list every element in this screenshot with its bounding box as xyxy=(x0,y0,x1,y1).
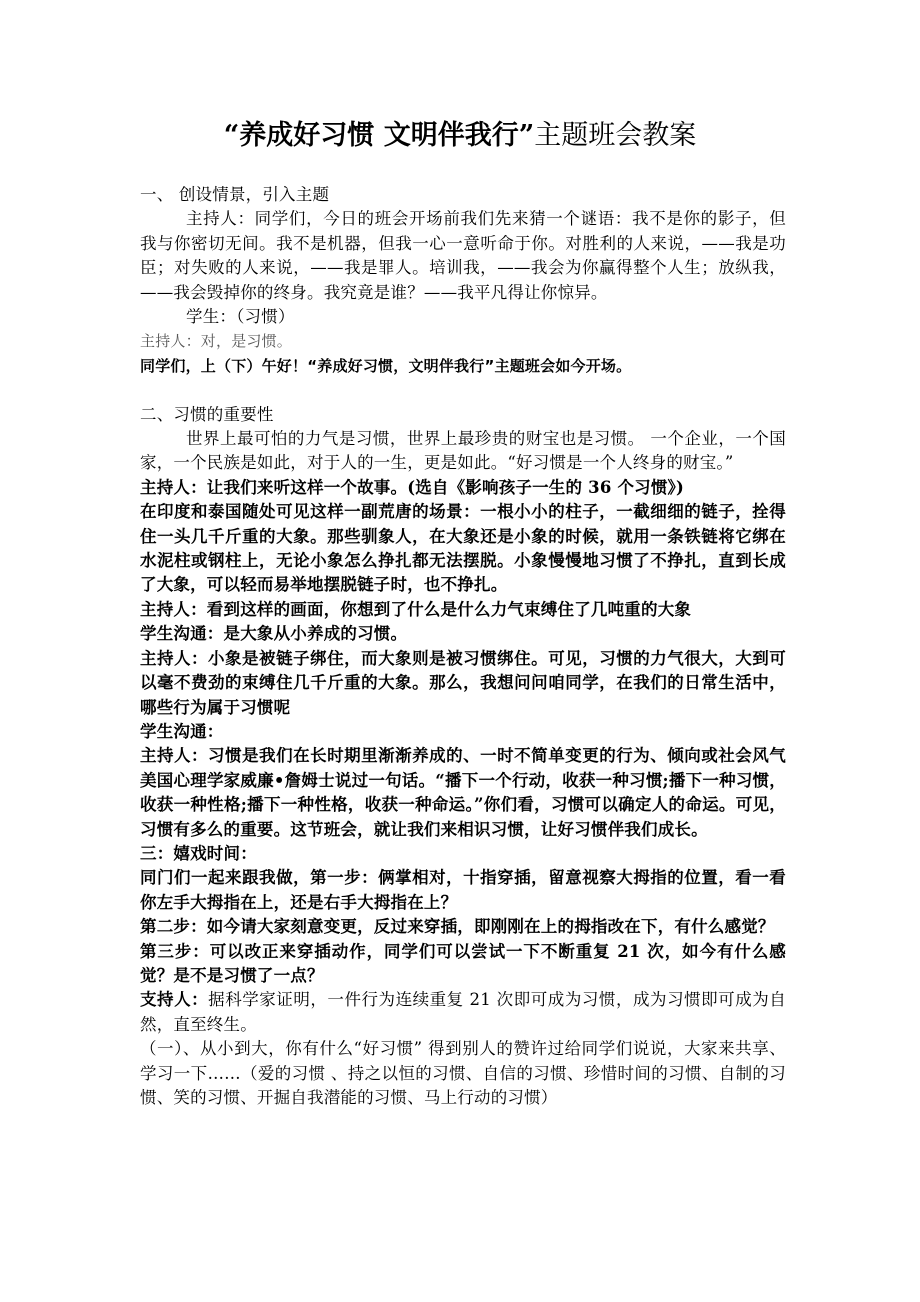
game-step-2: 第二步：如今请大家刻意变更，反过来穿插，即刚刚在上的拇指改在下，有什么感觉？ xyxy=(140,917,775,937)
title-strong: “养成好习惯 文明伴我行” xyxy=(223,120,535,151)
host-confirm: 主持人：对，是习惯。 xyxy=(140,332,293,351)
section-1-heading: 一、 创设情景，引入主题 xyxy=(140,185,330,204)
student-communication-1: 学生沟通：是大象从小养成的习惯。 xyxy=(140,624,408,644)
host-answer: 主持人：小象是被链子绑住，而大象则是被习惯绑住。可见，习惯的力气很大，大到可以毫不费劲的束缚住几千斤重的大象。那么，我想问问咱同学，在我们的日常生活中，哪些行为属于习惯呢 xyxy=(140,648,786,717)
game-step-1: 同门们一起来跟我做，第一步：俩掌相对，十指穿插，留意视察大拇指的位置，看一看你左手大拇指在上，还是右手大拇指在上？ xyxy=(140,868,786,912)
spacer xyxy=(140,378,786,402)
host-story-intro: 主持人：让我们来听这样一个故事。(选自《影响孩子一生的 36 个习惯》) xyxy=(140,477,685,497)
host-definition: 主持人：习惯是我们在长时期里渐渐养成的、一时不简单变更的行为、倾向或社会风气 美国心理学家威廉•詹姆士说过一句话。“播下一个行动，收获一种习惯;播下一种习惯，收获一种性格;播下一种性格，收获一种命运。”你们看，习惯可以确定人的命运。可见，习惯有多么的重要。这节班会，就让我们来相识习惯，让好习惯伴我们成长。 xyxy=(140,746,786,839)
section-2-heading: 二、习惯的重要性 xyxy=(140,404,274,424)
elephant-story: 在印度和泰国随处可见这样一副荒唐的场景：一根小小的柱子，一截细细的链子，拴得住一头几千斤重的大象。那些驯象人，在大象还是小象的时候，就用一条铁链将它绑在水泥柱或钢柱上，无论小象怎么挣扎都无法摆脱。小象慢慢地习惯了不挣扎，直到长成了大象，可以轻而易举地摆脱链子时，也不挣扎。 xyxy=(140,502,786,595)
support-text: 据科学家证明，一件行为连续重复 21 次即可成为习惯，成为习惯即可成为自然，直至终生。 xyxy=(140,990,786,1034)
section-3-heading: 三：嬉戏时间： xyxy=(140,843,257,863)
greeting: 同学们，上（下）午好！“养成好习惯，文明伴我行”主题班会如今开场。 xyxy=(140,356,632,375)
support-label: 支持人： xyxy=(140,990,209,1010)
host-question: 主持人：看到这样的画面，你想到了什么是什么力气束缚住了几吨重的大象 xyxy=(140,599,692,619)
sub-item-1: （一）、从小到大，你有什么“好习惯” 得到别人的赞许过给同学们说说，大家来共享、学习一下……（爱的习惯 、持之以恒的习惯、自信的习惯、珍惜时间的习惯、自制的习惯、笑的习惯、开掘自我潜能的习惯、马上行动的习惯） xyxy=(140,1039,786,1108)
page-title xyxy=(0,116,920,156)
student-answer: 学生：（习惯） xyxy=(186,307,295,327)
section-2-intro: 世界上最可怕的力气是习惯，世界上最珍贵的财宝也是习惯。 一个企业，一个国家，一个民族是如此，对于人的一生，更是如此。“好习惯是一个人终身的财宝。” xyxy=(140,429,786,473)
title-normal: 主题班会教案 xyxy=(534,120,697,151)
game-step-3: 第三步：可以改正来穿插动作，同学们可以尝试一下不断重复 21 次，如今有什么感觉？是不是习惯了一点？ xyxy=(140,941,786,985)
section-1-riddle: 主持人：同学们，今日的班会开场前我们先来猜一个谜语：我不是你的影子，但我与你密切无间。我不是机器，但我一心一意听命于你。对胜利的人来说，——我是功臣；对失败的人来说，——我是罪人。培训我，——我会为你赢得整个人生；放纵我，——我会毁掉你的终身。我究竟是谁？——我平凡得让你惊异。 xyxy=(140,209,786,302)
support-paragraph xyxy=(140,988,786,1037)
student-communication-2: 学生沟通： xyxy=(140,721,224,741)
document-body xyxy=(140,183,786,1110)
